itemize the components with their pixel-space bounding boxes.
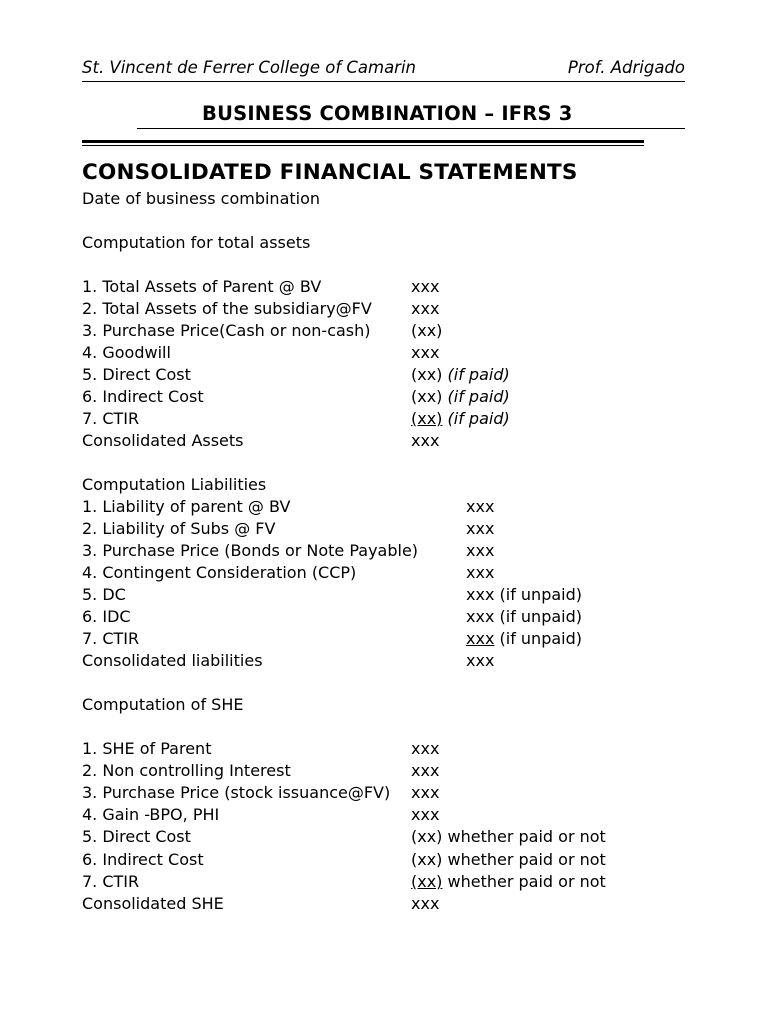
divider-thin (82, 145, 644, 146)
liabilities-item-label: 2. Liability of Subs @ FV (82, 519, 276, 538)
she-item-label: 3. Purchase Price (stock issuance@FV) (82, 783, 391, 802)
she-item-label: 1. SHE of Parent (82, 739, 212, 758)
professor-name: Prof. Adrigado (567, 58, 685, 77)
she-item-amount: (xx) (411, 872, 443, 891)
assets-item-amount-row (411, 408, 510, 430)
liabilities-item-amount: xxx (466, 541, 495, 560)
assets-item-label: 5. Direct Cost (82, 365, 191, 384)
liabilities-item-label: 6. IDC (82, 607, 131, 626)
she-item-amount-row (411, 871, 606, 893)
assets-item-label: 4. Goodwill (82, 343, 171, 362)
assets-heading: Computation for total assets (82, 233, 311, 252)
she-item-label: 4. Gain -BPO, PHI (82, 805, 220, 824)
she-item-amount-row (411, 826, 606, 848)
liabilities-item-label: 7. CTIR (82, 629, 140, 648)
she-item-label: 2. Non controlling Interest (82, 761, 291, 780)
assets-item-amount: xxx (411, 299, 440, 318)
she-item-note: whether paid or not (447, 850, 606, 869)
assets-item-amount: (xx) (411, 321, 443, 340)
assets-item-note: (if paid) (447, 365, 510, 384)
she-total-label: Consolidated SHE (82, 894, 224, 913)
assets-item-label: 7. CTIR (82, 409, 140, 428)
liabilities-item-label: 5. DC (82, 585, 126, 604)
assets-item-amount: (xx) (411, 365, 443, 384)
she-heading: Computation of SHE (82, 695, 244, 714)
liabilities-item-amount-row (466, 606, 582, 628)
assets-item-label: 2. Total Assets of the subsidiary@FV (82, 299, 372, 318)
she-total-amount: xxx (411, 894, 440, 913)
she-item-label: 7. CTIR (82, 872, 140, 891)
she-item-amount: xxx (411, 739, 440, 758)
section-title: CONSOLIDATED FINANCIAL STATEMENTS (82, 160, 578, 185)
she-item-label: 6. Indirect Cost (82, 850, 204, 869)
liabilities-item-note: (if unpaid) (499, 607, 582, 626)
liabilities-item-amount: xxx (466, 563, 495, 582)
assets-item-label: 1. Total Assets of Parent @ BV (82, 277, 322, 296)
assets-item-label: 6. Indirect Cost (82, 387, 204, 406)
liabilities-item-amount: xxx (466, 607, 495, 626)
liabilities-item-label: 4. Contingent Consideration (CCP) (82, 563, 357, 582)
page-header (82, 57, 685, 82)
document-title: BUSINESS COMBINATION – IFRS 3 (202, 102, 573, 125)
assets-item-note: (if paid) (447, 387, 510, 406)
assets-item-label: 3. Purchase Price(Cash or non-cash) (82, 321, 371, 340)
liabilities-item-amount: xxx (466, 497, 495, 516)
she-item-amount: xxx (411, 783, 440, 802)
divider-thick (82, 140, 644, 143)
liabilities-item-amount-row (466, 584, 582, 606)
she-item-amount: (xx) (411, 850, 443, 869)
liabilities-item-amount: xxx (466, 519, 495, 538)
she-item-amount-row (411, 849, 606, 871)
assets-item-amount: (xx) (411, 409, 443, 428)
liabilities-item-amount-row (466, 628, 582, 650)
liabilities-item-amount: xxx (466, 629, 495, 648)
she-item-amount: xxx (411, 805, 440, 824)
liabilities-item-note: (if unpaid) (499, 585, 582, 604)
she-item-amount: xxx (411, 761, 440, 780)
assets-item-amount: (xx) (411, 387, 443, 406)
she-item-label: 5. Direct Cost (82, 827, 191, 846)
assets-item-amount: xxx (411, 343, 440, 362)
liabilities-item-amount: xxx (466, 585, 495, 604)
liabilities-item-label: 3. Purchase Price (Bonds or Note Payable) (82, 541, 419, 560)
assets-item-amount-row (411, 386, 510, 408)
assets-total-label: Consolidated Assets (82, 431, 244, 450)
assets-total-amount: xxx (411, 431, 440, 450)
liabilities-heading: Computation Liabilities (82, 475, 267, 494)
she-item-note: whether paid or not (447, 827, 606, 846)
she-item-amount: (xx) (411, 827, 443, 846)
liabilities-total-amount: xxx (466, 651, 495, 670)
subtitle: Date of business combination (82, 189, 321, 208)
assets-item-amount-row (411, 364, 510, 386)
assets-item-amount: xxx (411, 277, 440, 296)
school-name: St. Vincent de Ferrer College of Camarin (82, 58, 417, 77)
liabilities-item-note: (if unpaid) (499, 629, 582, 648)
assets-item-note: (if paid) (447, 409, 510, 428)
liabilities-item-label: 1. Liability of parent @ BV (82, 497, 291, 516)
she-item-note: whether paid or not (447, 872, 606, 891)
liabilities-total-label: Consolidated liabilities (82, 651, 263, 670)
